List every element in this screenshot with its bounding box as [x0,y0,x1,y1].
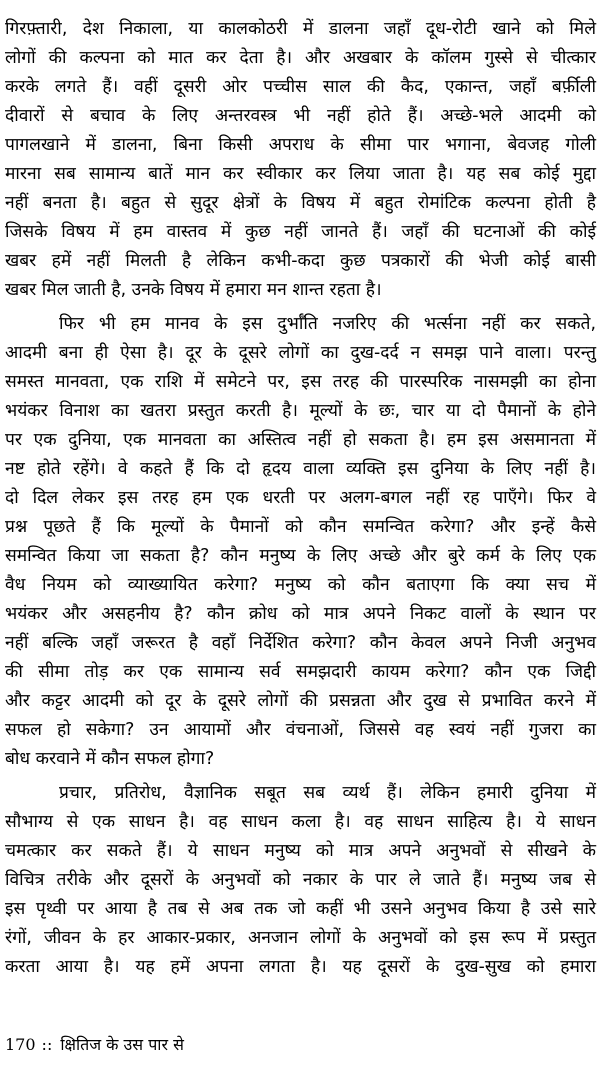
footer-separator: :: [41,1035,53,1054]
text-line: सौभाग्य से एक साधन है। वह साधन कला है। वह साधन साहित्य है। ये साधन [5,812,596,832]
text-line: इस पृथ्वी पर आया है तब से अब तक जो कहीं भी उसने अनुभव किया है उसे सारे [5,899,596,919]
book-title: क्षितिज के उस पार से [60,1035,184,1054]
text-line: नहीं बल्कि जहाँ जरूरत है वहाँ निर्देशित करेगा? कौन केवल अपने निजी अनुभव [5,633,596,653]
text-line: प्रचार, प्रतिरोध, वैज्ञानिक सबूत सब व्यर्थ हैं। लेकिन हमारी दुनिया में [59,783,596,803]
page-footer [5,1032,184,1058]
text-line: गिरफ़्तारी, देश निकाला, या कालकोठरी में डालना जहाँ दूध-रोटी खाने को मिले [5,19,596,39]
text-line: बोध करवाने में कौन सफल होगा? [5,749,215,769]
text-line: विचित्र तरीके और दूसरों के अनुभवों को नकार के पार ले जाते हैं। मनुष्य जब से [5,870,596,890]
text-line: मारना सब सामान्य बातें मान कर स्वीकार कर लिया जाता है। यह सब कोई मुद्दा [5,164,596,184]
text-line: करता आया है। यह हमें अपना लगता है। यह दूसरों के दुख-सुख को हमारा [5,957,596,977]
text-line: वैध नियम को व्याख्यायित करेगा? मनुष्य को कौन बताएगा कि क्या सच में [5,575,596,595]
text-line: पर एक दुनिया, एक मानवता का अस्तित्व नहीं हो सकता है। हम इस असमानता में [5,430,596,450]
text-line: खबर हमें नहीं मिलती है लेकिन कभी-कदा कुछ पत्रकारों की भेजी कोई बासी [5,251,596,271]
text-line: भयंकर और असहनीय है? कौन क्रोध को मात्र अपने निकट वालों के स्थान पर [5,604,596,624]
text-line: नष्ट होते रहेंगे। वे कहते हैं कि दो हृदय वाला व्यक्ति इस दुनिया के लिए नहीं है। [5,459,596,479]
text-line: समस्त मानवता, एक राशि में समेटने पर, इस तरह की पारस्परिक नासमझी का होना [5,372,596,392]
text-line: रंगों, जीवन के हर आकार-प्रकार, अनजान लोगों के अनुभवों को इस रूप में प्रस्तुत [5,928,596,948]
text-line: खबर मिल जाती है, उनके विषय में हमारा मन शान्त रहता है। [5,280,382,300]
text-line: पागलखाने में डालना, बिना किसी अपराध के सीमा पार भगाना, बेवजह गोली [5,135,596,155]
text-line: की सीमा तोड़ कर एक सामान्य सर्व समझदारी कायम करेगा? कौन एक जिद्दी [5,662,596,682]
text-line: लोगों की कल्पना को मात कर देता है। और अखबार के कॉलम गुस्से से चीत्कार [5,48,596,68]
text-line: फिर भी हम मानव के इस दुर्भाँति नजरिए की भर्त्सना नहीं कर सकते, [59,314,596,334]
text-line: चमत्कार कर सकते हैं। ये साधन मनुष्य को मात्र अपने अनुभवों से सीखने के [5,841,596,861]
text-line: आदमी बना ही ऐसा है। दूर के दूसरे लोगों का दुख-दर्द न समझ पाने वाला। परन्तु [5,343,596,363]
text-line: और कट्टर आदमी को दूर के दूसरे लोगों की प्रसन्नता और दुख से प्रभावित करने में [5,691,596,711]
page-number: 170 [5,1035,36,1054]
text-line: नहीं बनता है। बहुत से सुदूर क्षेत्रों के विषय में बहुत रोमांटिक कल्पना होती है [5,193,596,213]
text-line: जिसके विषय में हम वास्तव में कुछ नहीं जानते हैं। जहाँ की घटनाओं की कोई [5,222,596,242]
text-line: भयंकर विनाश का खतरा प्रस्तुत करती है। मूल्यों के छः, चार या दो पैमानों के होने [5,401,596,421]
text-line: दो दिल लेकर इस तरह हम एक धरती पर अलग-बगल नहीं रह पाएँगे। फिर वे [5,488,596,508]
text-line: सफल हो सकेगा? उन आयामों और वंचनाओं, जिससे वह स्वयं नहीं गुजरा का [5,720,596,740]
text-line: समन्वित किया जा सकता है? कौन मनुष्य के लिए अच्छे और बुरे कर्म के लिए एक [5,546,596,566]
text-line: प्रश्न पूछते हैं कि मूल्यों के पैमानों को कौन समन्वित करेगा? और इन्हें कैसे [5,517,596,537]
text-line: दीवारों से बचाव के लिए अन्तरवस्त्र भी नहीं होते हैं। अच्छे-भले आदमी को [5,106,596,126]
text-line: करके लगते हैं। वहीं दूसरी ओर पच्चीस साल की कैद, एकान्त, जहाँ बर्फ़ीली [5,77,596,97]
